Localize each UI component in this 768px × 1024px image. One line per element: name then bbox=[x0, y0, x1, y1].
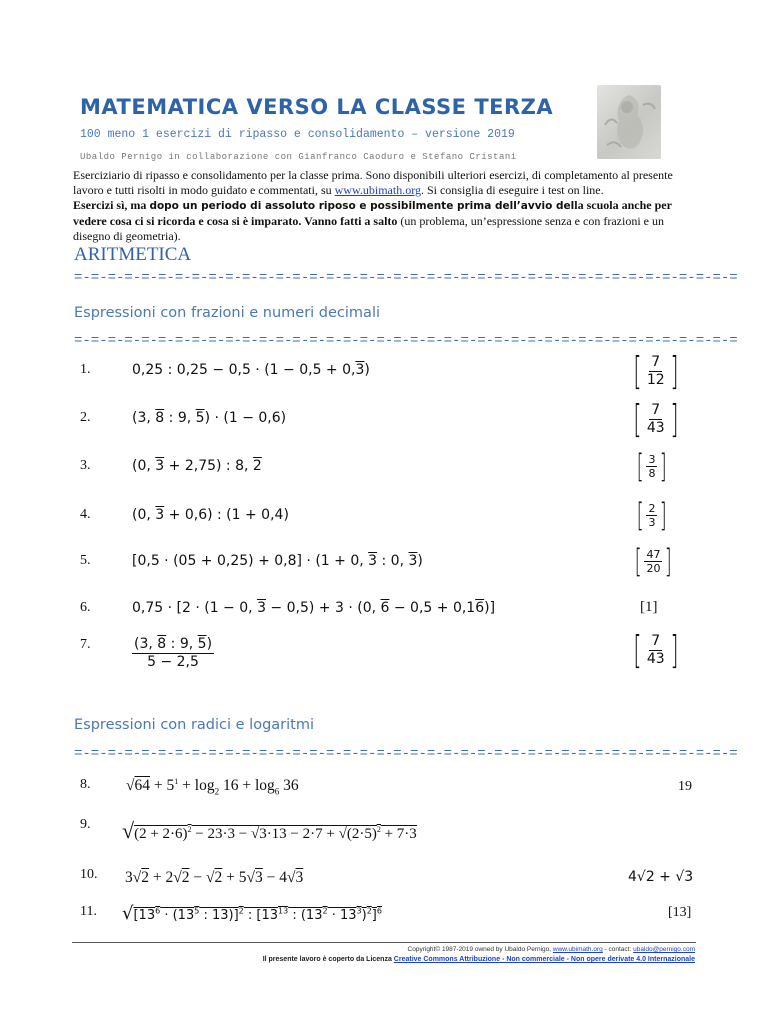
exercise-number: 2. bbox=[80, 410, 91, 425]
exercise-answer: [ $\frac{2}{3}$ ] bbox=[636, 496, 668, 534]
intro-paragraph-2-bold: la scuola anche per vedere cosa ci si ricorda e cosa si è imparato. Vanno fatti a salto bbox=[73, 198, 672, 228]
exercise-number: 5. bbox=[80, 553, 91, 568]
exercise-number: 1. bbox=[80, 362, 91, 377]
exercise-answer: [1] bbox=[640, 599, 658, 615]
page-subtitle: 100 meno 1 esercizi di ripasso e consolidamento – versione 2019 bbox=[80, 128, 515, 141]
exercise-number: 6. bbox=[80, 600, 91, 615]
exercise-expression: $√[13^6 \cdot (13^5$ : 13)]$^2$ : [$13^{13}$ : $(13^2 \cdot 13^3)^2]^6$ bbox=[122, 903, 382, 924]
exercise-expression: (3, 8 : 9, 5) · (1 − 0,6) bbox=[132, 410, 287, 426]
exercise-number: 4. bbox=[80, 507, 91, 522]
exercise-number: 9. bbox=[80, 817, 91, 832]
exercise-number: 11. bbox=[80, 904, 97, 919]
exercise-expression: $\frac{(3, 8 : 9, 5)}{5 - 2,5}$ bbox=[134, 636, 213, 670]
exercise-answer: [ $\frac{7}{43}$ ] bbox=[633, 397, 679, 441]
exercise-number: 8. bbox=[80, 777, 91, 792]
exercise-expression: [0,5 · (05 + 0,25) + 0,8] · (1 + 0, 3 : 0, 3) bbox=[132, 553, 423, 569]
exercise-number: 10. bbox=[80, 867, 98, 882]
exercise-expression: 0,25 : 0,25 − 0,5 · (1 − 0,5 + 0,3) bbox=[132, 362, 370, 378]
subsection-title-radici: Espressioni con radici e logaritmi bbox=[74, 717, 315, 733]
license-line: Il presente lavoro è coperto da Licenza Creative Commons Attribuzione - Non commerciale - Non opere derivate 4.0 Internazionale bbox=[262, 956, 695, 963]
separator: =-=-=-=-=-=-=-=-=-=-=-=-=-=-=-=-=-=-=-=-=-=-=-=-=-=-=-=-=-=-=-=-=-=-=-=-=-=-=-= bbox=[74, 270, 738, 286]
intro-text bbox=[73, 168, 701, 244]
exercise-number: 7. bbox=[80, 637, 91, 652]
exercise-expression: (0, 3 + 0,6) : (1 + 0,4) bbox=[132, 507, 289, 523]
exercise-expression: $√(2 + 2\cdot 6)^2 - 23\cdot 3 - √3\cdot 13 - 2\cdot 7 + √(2\cdot 5)^2 + 7\cdot 3$ bbox=[122, 818, 417, 843]
license-link[interactable]: Creative Commons Attribuzione - Non commerciale - Non opere derivate 4.0 Internazionale bbox=[393, 956, 695, 963]
separator: =-=-=-=-=-=-=-=-=-=-=-=-=-=-=-=-=-=-=-=-=-=-=-=-=-=-=-=-=-=-=-=-=-=-=-=-=-=-=-= bbox=[74, 746, 738, 762]
exercise-answer: [ $\frac{47}{20}$ ] bbox=[634, 542, 673, 580]
subsection-title-frazioni: Espressioni con frazioni e numeri decimali bbox=[74, 305, 381, 321]
intro-paragraph-2: Esercizi sì, ma bbox=[73, 198, 150, 212]
exercise-answer: 19 bbox=[678, 779, 692, 794]
exercise-number: 3. bbox=[80, 458, 91, 473]
copyright-link[interactable]: www.ubimath.org bbox=[552, 946, 603, 953]
intro-paragraph-1: Eserciziario di ripasso e consolidamento per la classe prima. Sono disponibili ulteriori esercizi, di completamento al presente lavoro e tutti risolti in modo guidato e commentati, su bbox=[73, 168, 673, 197]
relief-sculpture-icon bbox=[597, 85, 661, 159]
exercise-expression: $√64 + 5^1 + \log_2 16 + \log_6 36$ bbox=[126, 777, 299, 797]
authors-line: Ubaldo Pernigo in collaborazione con Gianfranco Caoduro e Stefano Cristani bbox=[80, 152, 517, 162]
exercise-expression: 0,75 · [2 · (1 − 0, 3 − 0,5) + 3 · (0, 6 − 0,5 + 0,16)] bbox=[132, 600, 496, 616]
exercise-expression: (0, 3 + 2,75) : 8, 2 bbox=[132, 458, 262, 474]
footer-divider bbox=[72, 942, 696, 943]
intro-emphasis: dopo un periodo di assoluto riposo e possibilmente prima dell’avvio del bbox=[149, 200, 575, 212]
exercise-answer: [13] bbox=[668, 905, 692, 920]
contact-email-link[interactable]: ubaldo@pernigo.com bbox=[633, 946, 695, 953]
ubimath-link[interactable]: www.ubimath.org bbox=[334, 183, 421, 197]
exercise-answer: [ $\frac{7}{12}$ ] bbox=[633, 349, 679, 393]
copyright-line: Copyright© 1987-2019 owned by Ubaldo Pernigo, www.ubimath.org - contact: ubaldo@pernigo.com bbox=[407, 946, 695, 953]
exercise-expression: 3√2 + 2√2 − √2 + 5√3 − 4√3 bbox=[125, 869, 304, 886]
intro-paragraph-2-end: (un problema, un’espressione senza e con frazioni e un disegno di geometria). bbox=[73, 214, 664, 243]
separator: =-=-=-=-=-=-=-=-=-=-=-=-=-=-=-=-=-=-=-=-=-=-=-=-=-=-=-=-=-=-=-=-=-=-=-=-=-=-=-= bbox=[74, 333, 738, 349]
exercise-answer: [ $\frac{7}{43}$ ] bbox=[633, 628, 679, 672]
cover-image bbox=[597, 85, 661, 159]
exercise-answer: 4√2 + √3 bbox=[628, 869, 694, 885]
page-title: MATEMATICA VERSO LA CLASSE TERZA bbox=[80, 95, 554, 119]
intro-paragraph-1-end: . Si consiglia di eseguire i test on line. bbox=[420, 183, 604, 197]
exercise-answer: [ $\frac{3}{8}$ ] bbox=[636, 447, 668, 485]
section-title-aritmetica: ARITMETICA bbox=[74, 244, 192, 265]
